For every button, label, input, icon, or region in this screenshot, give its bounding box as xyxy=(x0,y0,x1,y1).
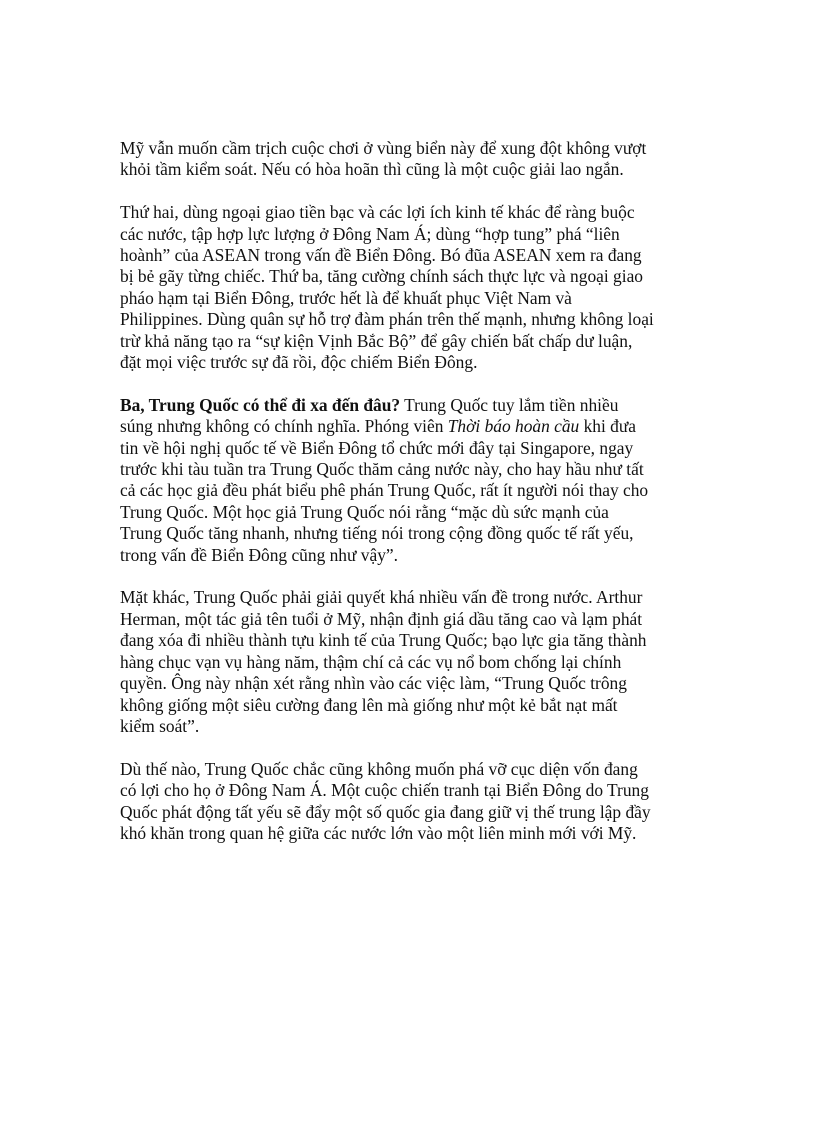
text-line: trong vấn đề Biển Đông cũng như vậy”. xyxy=(120,544,398,565)
text-line: không giống một siêu cường đang lên mà giống như một kẻ bắt nạt mất xyxy=(120,694,618,715)
text-line: Dù thế nào, Trung Quốc chắc cũng không muốn phá vỡ cục diện vốn đang xyxy=(120,758,638,779)
article-body xyxy=(120,138,700,866)
paragraph-1 xyxy=(120,138,700,181)
text-line: pháo hạm tại Biển Đông, trước hết là để khuất phục Việt Nam và xyxy=(120,287,572,308)
text-line: cả các học giả đều phát biểu phê phán Trung Quốc, rất ít người nói thay cho xyxy=(120,480,649,501)
text-line: khó khăn trong quan hệ giữa các nước lớn vào một liên minh mới với Mỹ. xyxy=(120,822,637,843)
text-line: Quốc phát động tất yếu sẽ đẩy một số quốc gia đang giữ vị thế trung lập đầy xyxy=(120,801,651,822)
text-line: quyền. Ông này nhận xét rằng nhìn vào các việc làm, “Trung Quốc trông xyxy=(120,673,627,694)
text-line xyxy=(120,395,700,416)
text-line: Thứ hai, dùng ngoại giao tiền bạc và các lợi ích kinh tế khác để ràng buộc xyxy=(120,202,635,223)
text-line: Philippines. Dùng quân sự hỗ trợ đàm phán trên thế mạnh, nhưng không loại xyxy=(120,309,654,330)
text-line: tin về hội nghị quốc tế về Biển Đông tổ chức mới đây tại Singapore, ngay xyxy=(120,437,634,458)
paragraph-5 xyxy=(120,759,700,845)
text-line: hàng chục vạn vụ hàng năm, thậm chí cả các vụ nổ bom chống lại chính xyxy=(120,651,622,672)
text-line: hoành” của ASEAN trong vấn đề Biển Đông. Bó đũa ASEAN xem ra đang xyxy=(120,245,642,266)
text-line: Mỹ vẫn muốn cầm trịch cuộc chơi ở vùng biển này để xung đột không vượt xyxy=(120,138,647,158)
text-line: đặt mọi việc trước sự đã rồi, độc chiếm Biển Đông. xyxy=(120,352,478,373)
text-line: khỏi tầm kiểm soát. Nếu có hòa hoãn thì cũng là một cuộc giải lao ngắn. xyxy=(120,159,624,180)
text-line: Mặt khác, Trung Quốc phải giải quyết khá nhiều vấn đề trong nước. Arthur xyxy=(120,587,643,608)
text-line: có lợi cho họ ở Đông Nam Á. Một cuộc chiến tranh tại Biển Đông do Trung xyxy=(120,780,649,801)
text-line: bị bẻ gãy từng chiếc. Thứ ba, tăng cường chính sách thực lực và ngoại giao xyxy=(120,266,643,287)
text-span: khi đưa xyxy=(579,416,637,437)
text-line: Herman, một tác giả tên tuổi ở Mỹ, nhận định giá dầu tăng cao và lạm phát xyxy=(120,608,643,629)
text-line: trước khi tàu tuần tra Trung Quốc thăm cảng nước này, cho hay hầu như tất xyxy=(120,459,644,480)
text-line: đang xóa đi nhiều thành tựu kinh tế của Trung Quốc; bạo lực gia tăng thành xyxy=(120,630,647,651)
paragraph-lead-heading: Ba, Trung Quốc có thể đi xa đến đâu? xyxy=(120,394,401,415)
text-line xyxy=(120,416,700,437)
text-line: các nước, tập hợp lực lượng ở Đông Nam Á; dùng “hợp tung” phá “liên xyxy=(120,223,620,244)
text-line: Trung Quốc tăng nhanh, nhưng tiếng nói trong cộng đồng quốc tế rất yếu, xyxy=(120,523,634,544)
publication-title: Thời báo hoàn cầu xyxy=(447,416,580,437)
paragraph-3 xyxy=(120,395,700,566)
text-line: kiểm soát”. xyxy=(120,715,200,736)
text-span: súng nhưng không có chính nghĩa. Phóng viên xyxy=(120,416,448,437)
paragraph-4 xyxy=(120,587,700,737)
paragraph-2 xyxy=(120,202,700,373)
text-span: Trung Quốc tuy lắm tiền nhiều xyxy=(400,394,619,415)
text-line: Trung Quốc. Một học giả Trung Quốc nói rằng “mặc dù sức mạnh của xyxy=(120,501,609,522)
text-line: trừ khả năng tạo ra “sự kiện Vịnh Bắc Bộ” để gây chiến bất chấp dư luận, xyxy=(120,330,633,351)
